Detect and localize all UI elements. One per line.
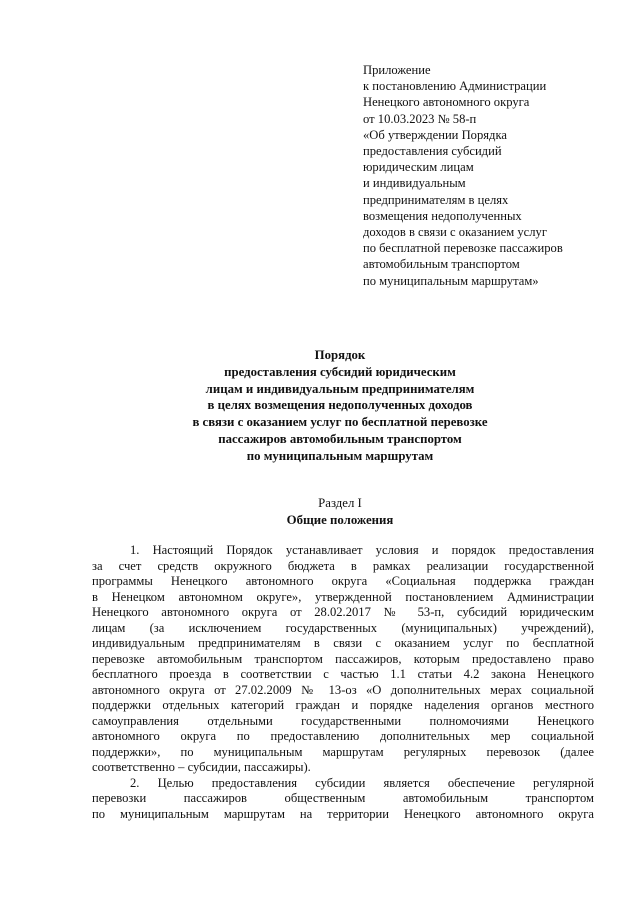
document-title bbox=[80, 347, 600, 465]
section-number: Раздел I bbox=[318, 496, 362, 510]
paragraph-1-line: автономного округа от 27.02.2009 № 13-оз «О дополнительных мерах социальной bbox=[92, 682, 594, 697]
appendix-line: «Об утверждении Порядка bbox=[363, 127, 507, 142]
paragraph-2-line: перевозки пассажиров общественным автомобильным транспортом bbox=[92, 791, 594, 805]
appendix-line: и индивидуальным bbox=[363, 176, 466, 191]
title-line: в целях возмещения недополученных доходов bbox=[207, 398, 473, 413]
title-line: Порядок bbox=[314, 348, 366, 362]
paragraph-2-line: по муниципальным маршрутам на территории Ненецкого автономного округа bbox=[92, 806, 594, 821]
appendix-line: возмещения недополученных bbox=[363, 208, 522, 223]
section-name: Общие положения bbox=[286, 513, 394, 527]
document-body bbox=[92, 543, 594, 822]
title-line: пассажиров автомобильным транспортом bbox=[218, 431, 462, 446]
paragraph-1-line: поддержки», по муниципальным маршрутам регулярных перевозок (далее bbox=[92, 744, 594, 759]
paragraph-1-line: программы Ненецкого автономного округа «Социальная поддержка граждан bbox=[92, 574, 594, 588]
paragraph-1-line: поддержки отдельных категорий граждан и порядке наделения органов местного bbox=[92, 698, 594, 712]
appendix-line: доходов в связи с оказанием услуг bbox=[363, 225, 547, 240]
paragraph-1-line: индивидуальным предпринимателям в связи с оказанием услуг по бесплатной bbox=[92, 636, 594, 650]
paragraph-1-line: бесплатного проезда в соответствии с частью 1.1 статьи 4.2 закона Ненецкого bbox=[92, 667, 594, 681]
paragraph-1-line: за счет средств окружного бюджета в рамках реализации государственной bbox=[92, 558, 594, 573]
paragraph-1-line: 1. Настоящий Порядок устанавливает условия и порядок предоставления bbox=[130, 543, 594, 557]
paragraph-1-line: соответственно – субсидии, пассажиры). bbox=[92, 760, 311, 774]
appendix-line: по муниципальным маршрутам» bbox=[363, 273, 539, 288]
appendix-line: Приложение bbox=[363, 63, 431, 77]
title-line: предоставления субсидий юридическим bbox=[224, 364, 456, 379]
title-line: по муниципальным маршрутам bbox=[246, 448, 434, 463]
appendix-line: к постановлению Администрации bbox=[363, 79, 547, 94]
paragraph-1-line: самоуправления отдельными государственными полномочиями Ненецкого bbox=[92, 713, 594, 728]
appendix-line: предпринимателям в целях bbox=[363, 192, 509, 207]
paragraph-1-line: в Ненецком автономном округе», утвержденной постановлением Администрации bbox=[92, 589, 594, 604]
appendix-line: Ненецкого автономного округа bbox=[363, 95, 530, 110]
appendix-block bbox=[363, 62, 633, 289]
appendix-line: автомобильным транспортом bbox=[363, 257, 520, 272]
paragraph-1-line: автономного округа по предоставлению дополнительных мер социальной bbox=[92, 729, 594, 743]
paragraph-1-line: перевозке автомобильным транспортом пассажиров, которым предоставлено право bbox=[92, 651, 594, 666]
appendix-line: юридическим лицам bbox=[363, 160, 474, 175]
appendix-line: по бесплатной перевозке пассажиров bbox=[363, 241, 563, 256]
appendix-line: от 10.03.2023 № 58-п bbox=[363, 111, 477, 126]
title-line: лицам и индивидуальным предпринимателям bbox=[205, 381, 475, 396]
paragraph-2-line: 2. Целью предоставления субсидии является обеспечение регулярной bbox=[130, 775, 594, 790]
title-line: в связи с оказанием услуг по бесплатной перевозке bbox=[192, 415, 488, 430]
paragraph-1-line: лицам (за исключением государственных (муниципальных) учреждений), bbox=[92, 620, 594, 635]
paragraph-1-line: Ненецкого автономного округа от 28.02.2017 № 53-п, субсидий юридическим bbox=[92, 605, 594, 619]
appendix-line: предоставления субсидий bbox=[363, 144, 502, 159]
section-heading bbox=[80, 495, 600, 529]
